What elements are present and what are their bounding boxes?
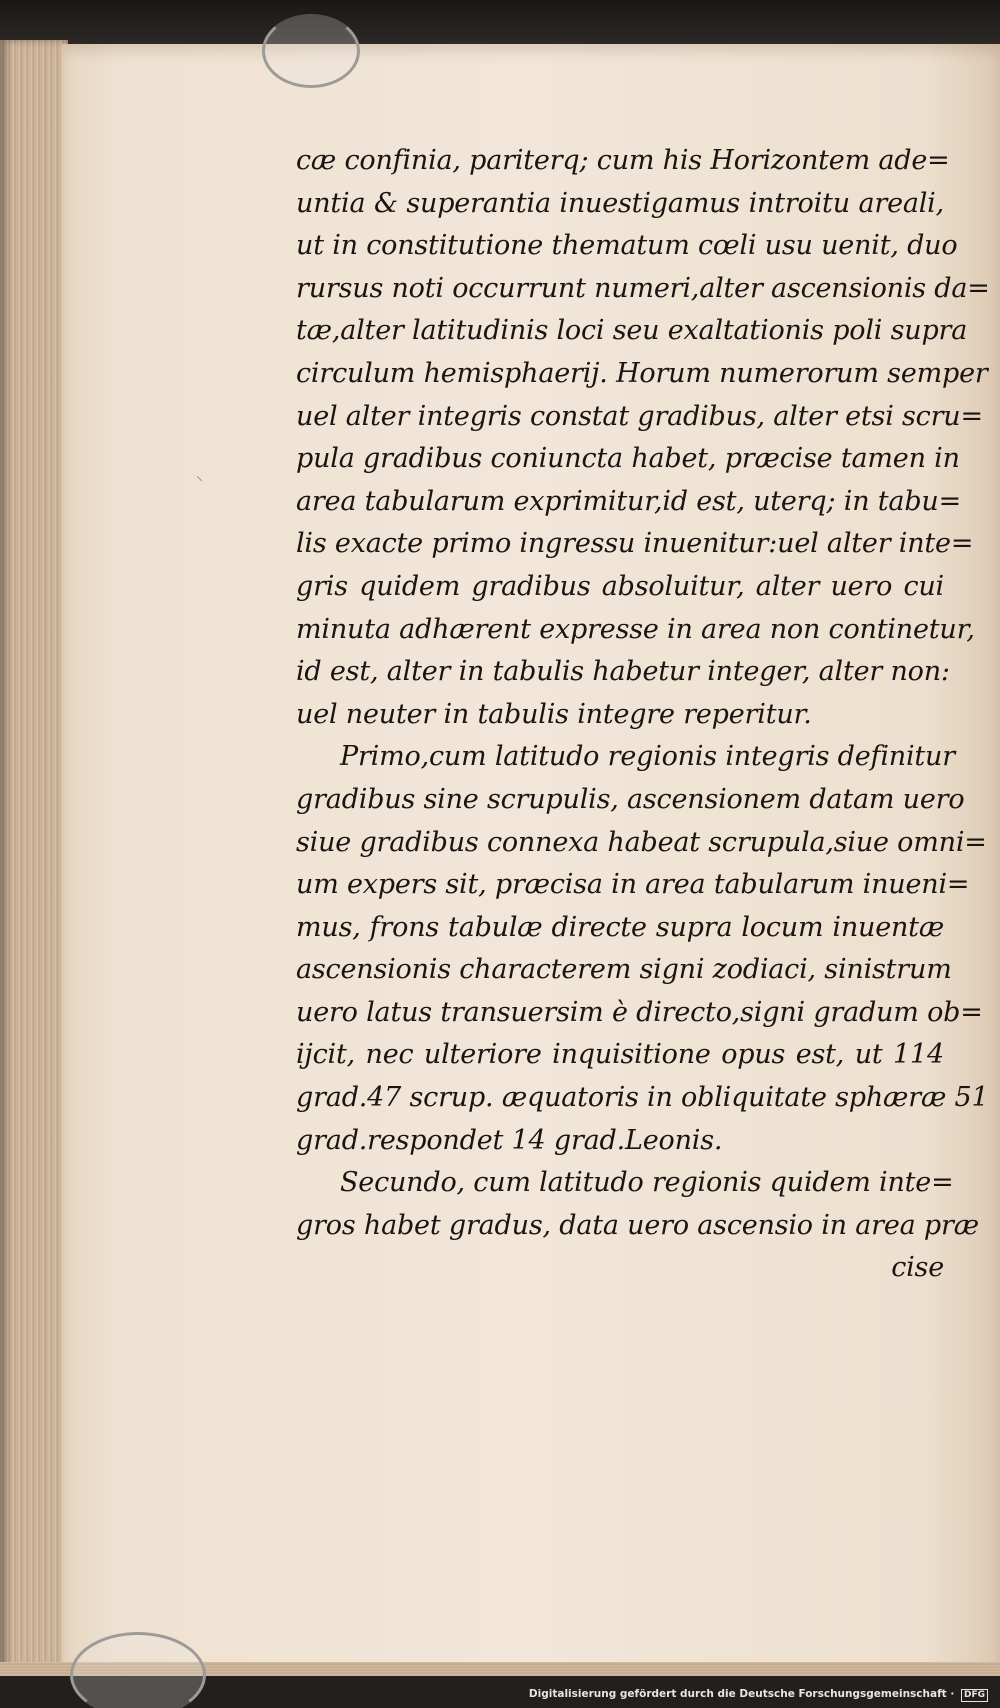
text-line: area tabularum exprimitur,id est, uterq; in tabu= [296, 485, 962, 517]
text-line: minuta adhærent expresse in area non continetur, [296, 613, 975, 645]
text-line: uel neuter in tabulis integre reperitur. [296, 698, 812, 730]
text-line: rursus noti occurrunt numeri,alter ascensionis da= [296, 272, 990, 304]
page-clamp-top [262, 14, 360, 88]
margin-mark: ⸌ [196, 474, 203, 490]
text-line: siue gradibus connexa habeat scrupula,siue omni= [296, 826, 987, 858]
credit-text: Digitalisierung gefördert durch die Deutsche Forschungsgemeinschaft · [528, 1688, 955, 1700]
text-line: tæ,alter latitudinis loci seu exaltationis poli supra [296, 315, 968, 347]
text-line: gradibus sine scrupulis, ascensionem datam uero [296, 783, 965, 815]
paragraph-start-line: Secundo, cum latitudo regionis quidem inte= [340, 1167, 954, 1199]
text-line: mus, frons tabulæ directe supra locum inuentæ [296, 911, 944, 943]
text-line: grad.respondet 14 grad.Leonis. [296, 1124, 723, 1156]
text-line: lis exacte primo ingressu inuenitur:uel alter inte= [296, 528, 974, 560]
digitization-credit [529, 1688, 988, 1702]
text-line: uel alter integris constat gradibus, alter etsi scru= [296, 400, 983, 432]
page-clamp-bottom [70, 1632, 206, 1708]
text-line: cæ confinia, pariterq; cum his Horizontem ade= [296, 145, 950, 176]
text-line: circulum hemisphaerij. Horum numerorum semper [296, 357, 988, 389]
text-line: untia & superantia inuestigamus introitu areali, [296, 187, 944, 219]
text-line: id est, alter in tabulis habetur integer, alter non: [296, 656, 950, 688]
text-line: ascensionis characterem signi zodiaci, sinistrum [296, 954, 952, 986]
text-line: grad.47 scrup. æquatoris in obliquitate sphæræ 51 [296, 1082, 989, 1114]
text-line: um expers sit, præcisa in area tabularum inueni= [296, 869, 970, 901]
dfg-logo: DFG [961, 1689, 988, 1702]
catchword: cise [891, 1252, 944, 1284]
text-line: uero latus transuersim è directo,signi gradum ob= [296, 996, 983, 1028]
paragraph-start-line: Primo,cum latitudo regionis integris definitur [340, 741, 955, 773]
text-line: pula gradibus coniuncta habet, præcise tamen in [296, 443, 960, 475]
text-line: ijcit, nec ulteriore inquisitione opus est, ut 114 [296, 1039, 944, 1071]
page-text [296, 140, 990, 1290]
stacked-page-edges [0, 40, 68, 1675]
text-line: gros habet gradus, data uero ascensio in area præ [296, 1209, 979, 1241]
text-line: gris quidem gradibus absoluitur, alter uero cui [296, 570, 944, 602]
text-line: ut in constitutione thematum cœli usu uenit, duo [296, 230, 958, 262]
